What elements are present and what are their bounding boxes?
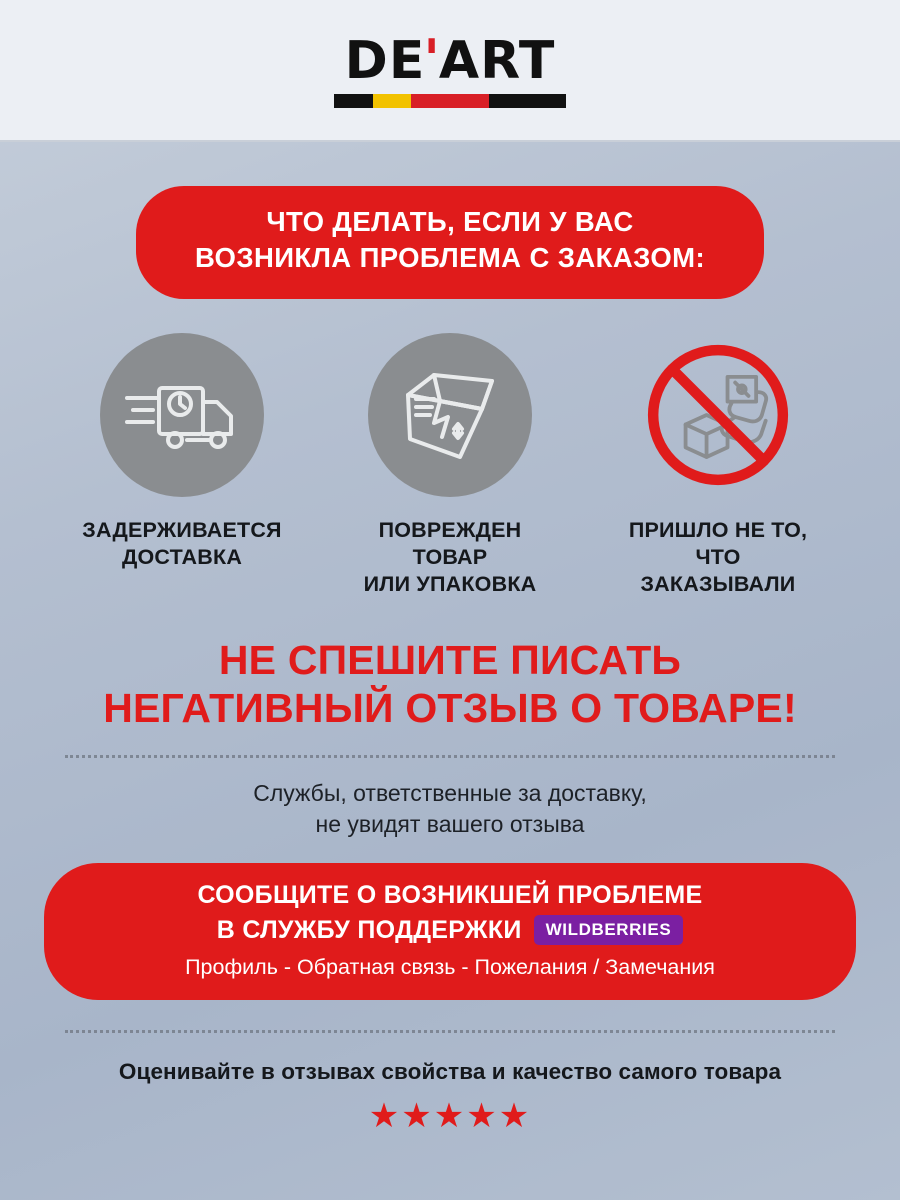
warning-statement-line-2: НЕГАТИВНЫЙ ОТЗЫВ О ТОВАРЕ! <box>103 685 797 732</box>
logo-bar-black-2 <box>489 94 566 108</box>
support-line-1: СООБЩИТЕ О ВОЗНИКШЕЙ ПРОБЛЕМЕ <box>197 881 703 910</box>
divider-top <box>65 755 835 758</box>
logo-bar-yellow <box>373 94 412 108</box>
delivery-truck-clock-icon <box>100 333 264 497</box>
divider-bottom <box>65 1030 835 1033</box>
problem-caption-wrong <box>618 517 818 598</box>
problem-caption-wrong-l2: ЧТО ЗАКАЗЫВАЛИ <box>640 544 796 596</box>
problem-caption-wrong-l1: ПРИШЛО НЕ ТО, <box>628 517 808 542</box>
deart-logo <box>334 27 566 108</box>
logo-flag-bars <box>334 94 566 108</box>
logo-text-part1: DE <box>344 30 426 91</box>
support-line-2-row <box>64 914 836 948</box>
damaged-box-icon <box>368 333 532 497</box>
support-banner <box>44 863 856 1000</box>
wildberries-badge: WILDBERRIES <box>534 915 684 945</box>
wrong-item-prohibited-icon <box>636 333 800 497</box>
logo-text-accent: ' <box>423 27 441 91</box>
logo-wordmark <box>334 27 566 91</box>
problem-caption-damaged <box>350 517 550 598</box>
logo-bar-red <box>411 94 488 108</box>
title-banner <box>136 186 764 299</box>
title-line-1: ЧТО ДЕЛАТЬ, ЕСЛИ У ВАС <box>266 206 634 237</box>
problem-caption-damaged-l2: ИЛИ УПАКОВКА <box>363 571 537 596</box>
problem-icons-row <box>0 333 900 598</box>
problem-item-wrong <box>618 333 818 598</box>
logo-bar-black <box>334 94 373 108</box>
explanation-line-2: не увидят вашего отзыва <box>315 811 585 838</box>
problem-caption-damaged-l1: ПОВРЕЖДЕН ТОВАР <box>378 517 522 569</box>
footer-note: Оценивайте в отзывах свойства и качество самого товара <box>118 1059 782 1085</box>
problem-caption-delivery <box>82 517 281 571</box>
warning-statement <box>0 636 900 733</box>
title-line-2: ВОЗНИКЛА ПРОБЛЕМА С ЗАКАЗОМ: <box>194 242 705 274</box>
warning-statement-line-1: НЕ СПЕШИТЕ ПИСАТЬ <box>218 636 682 683</box>
problem-item-damaged <box>350 333 550 598</box>
rating-stars: ★★★★★ <box>368 1097 532 1136</box>
problem-caption-delivery-l1: ЗАДЕРЖИВАЕТСЯ <box>82 517 282 542</box>
brand-header <box>0 0 900 142</box>
support-line-2: В СЛУЖБУ ПОДДЕРЖКИ <box>216 915 522 944</box>
support-navigation-path: Профиль - Обратная связь - Пожелания / Замечания <box>185 955 715 980</box>
problem-item-delivery <box>82 333 282 598</box>
explanation-line-1: Службы, ответственные за доставку, <box>253 779 647 806</box>
problem-caption-delivery-l2: ДОСТАВКА <box>121 544 243 569</box>
explanation-text <box>0 778 900 841</box>
logo-text-part2: ART <box>438 30 556 91</box>
